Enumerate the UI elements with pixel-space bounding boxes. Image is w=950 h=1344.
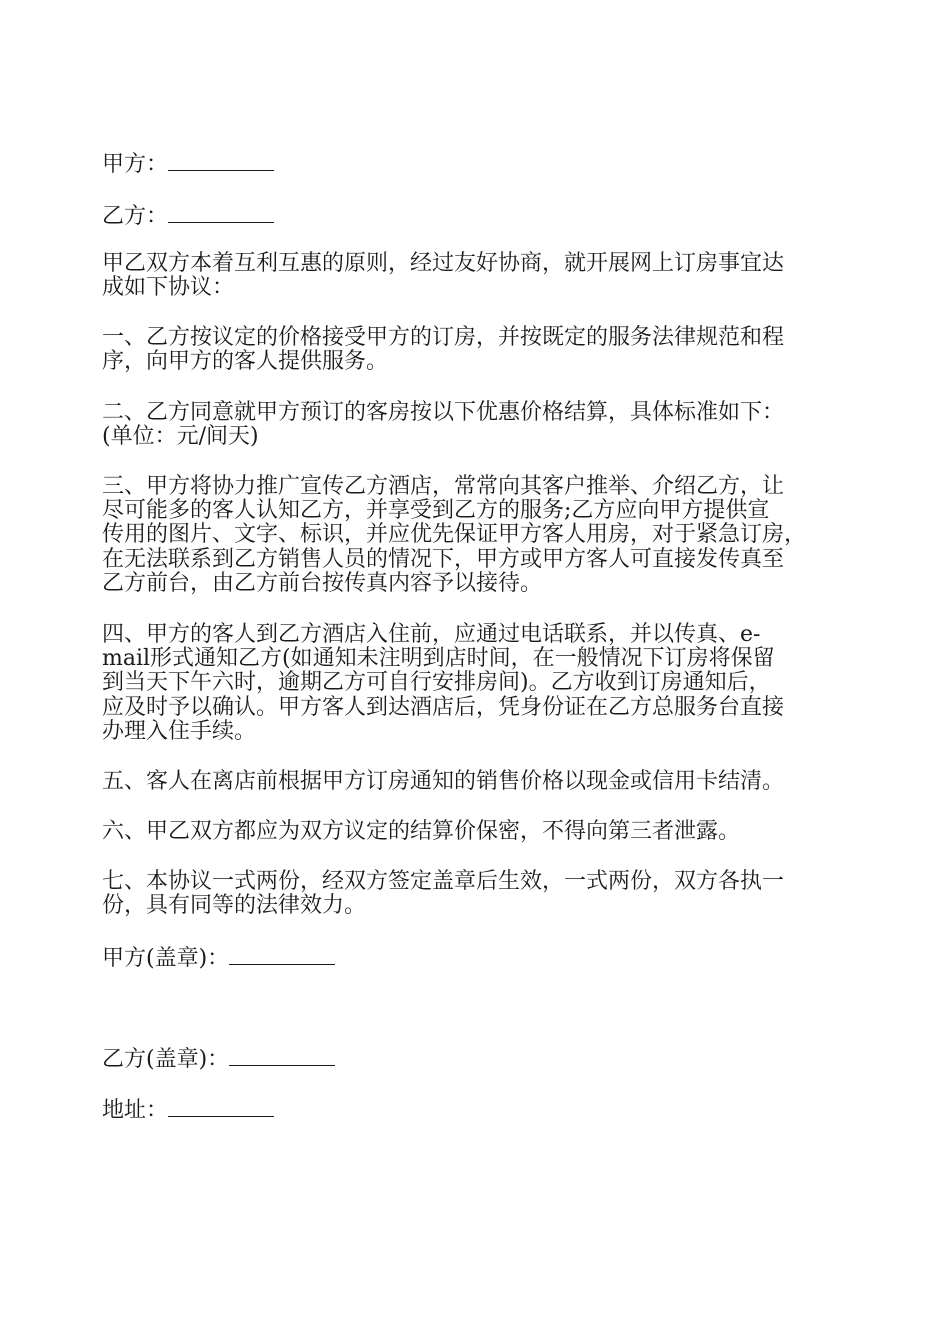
clause2-line-2: (单位：元/间天) bbox=[102, 424, 259, 449]
party-b-line bbox=[102, 202, 274, 229]
clause4-line-3: 到当天下午六时，逾期乙方可自行安排房间)。乙方收到订房通知后， bbox=[102, 670, 771, 695]
clause7-line-2: 份，具有同等的法律效力。 bbox=[102, 893, 367, 918]
clause3-line-3: 传用的图片、文字、标识，并应优先保证甲方客人用房，对于紧急订房， bbox=[102, 522, 807, 547]
sign-b-label: 乙方(盖章)： bbox=[102, 1047, 230, 1072]
clause4-line-4: 应及时予以确认。甲方客人到达酒店后，凭身份证在乙方总服务台直接 bbox=[102, 695, 785, 720]
clause4-line-5: 办理入住手续。 bbox=[102, 719, 257, 744]
party-b-label: 乙方： bbox=[102, 204, 169, 229]
intro-line-2: 成如下协议： bbox=[102, 275, 235, 300]
clause3-line-4: 在无法联系到乙方销售人员的情况下，甲方或甲方客人可直接发传真至 bbox=[102, 547, 785, 572]
clause4-line-1: 四、甲方的客人到乙方酒店入住前，应通过电话联系，并以传真、e- bbox=[102, 622, 761, 647]
clause3-line-5: 乙方前台，由乙方前台按传真内容予以接待。 bbox=[102, 571, 543, 596]
sign-a-blank bbox=[229, 944, 335, 965]
clause1-line-1: 一、乙方按议定的价格接受甲方的订房，并按既定的服务法律规范和程 bbox=[102, 325, 785, 350]
clause6-line-1: 六、甲乙双方都应为双方议定的结算价保密，不得向第三者泄露。 bbox=[102, 819, 741, 844]
intro-line-1: 甲乙双方本着互利互惠的原则，经过友好协商，就开展网上订房事宜达 bbox=[102, 251, 785, 276]
sign-b-blank bbox=[229, 1045, 335, 1066]
party-a-label: 甲方： bbox=[102, 152, 169, 177]
party-b-blank bbox=[168, 202, 274, 223]
clause3-line-2: 尽可能多的客人认知乙方，并享受到乙方的服务;乙方应向甲方提供宣 bbox=[102, 498, 770, 523]
sign-a-line bbox=[102, 944, 335, 971]
address-line bbox=[102, 1096, 274, 1123]
address-label: 地址： bbox=[102, 1098, 169, 1123]
sign-b-line bbox=[102, 1045, 335, 1072]
clause3-line-1: 三、甲方将协力推广宣传乙方酒店，常常向其客户推举、介绍乙方，让 bbox=[102, 474, 785, 499]
clause7-line-1: 七、本协议一式两份，经双方签定盖章后生效，一式两份，双方各执一 bbox=[102, 869, 785, 894]
party-a-blank bbox=[168, 150, 274, 171]
sign-a-label: 甲方(盖章)： bbox=[102, 946, 230, 971]
party-a-line bbox=[102, 150, 274, 177]
clause2-line-1: 二、乙方同意就甲方预订的客房按以下优惠价格结算，具体标准如下： bbox=[102, 400, 785, 425]
clause1-line-2: 序，向甲方的客人提供服务。 bbox=[102, 349, 389, 374]
clause4-line-2: mail形式通知乙方(如通知未注明到店时间，在一般情况下订房将保留 bbox=[102, 646, 775, 671]
clause5-line-1: 五、客人在离店前根据甲方订房通知的销售价格以现金或信用卡结清。 bbox=[102, 769, 785, 794]
address-blank bbox=[168, 1096, 274, 1117]
